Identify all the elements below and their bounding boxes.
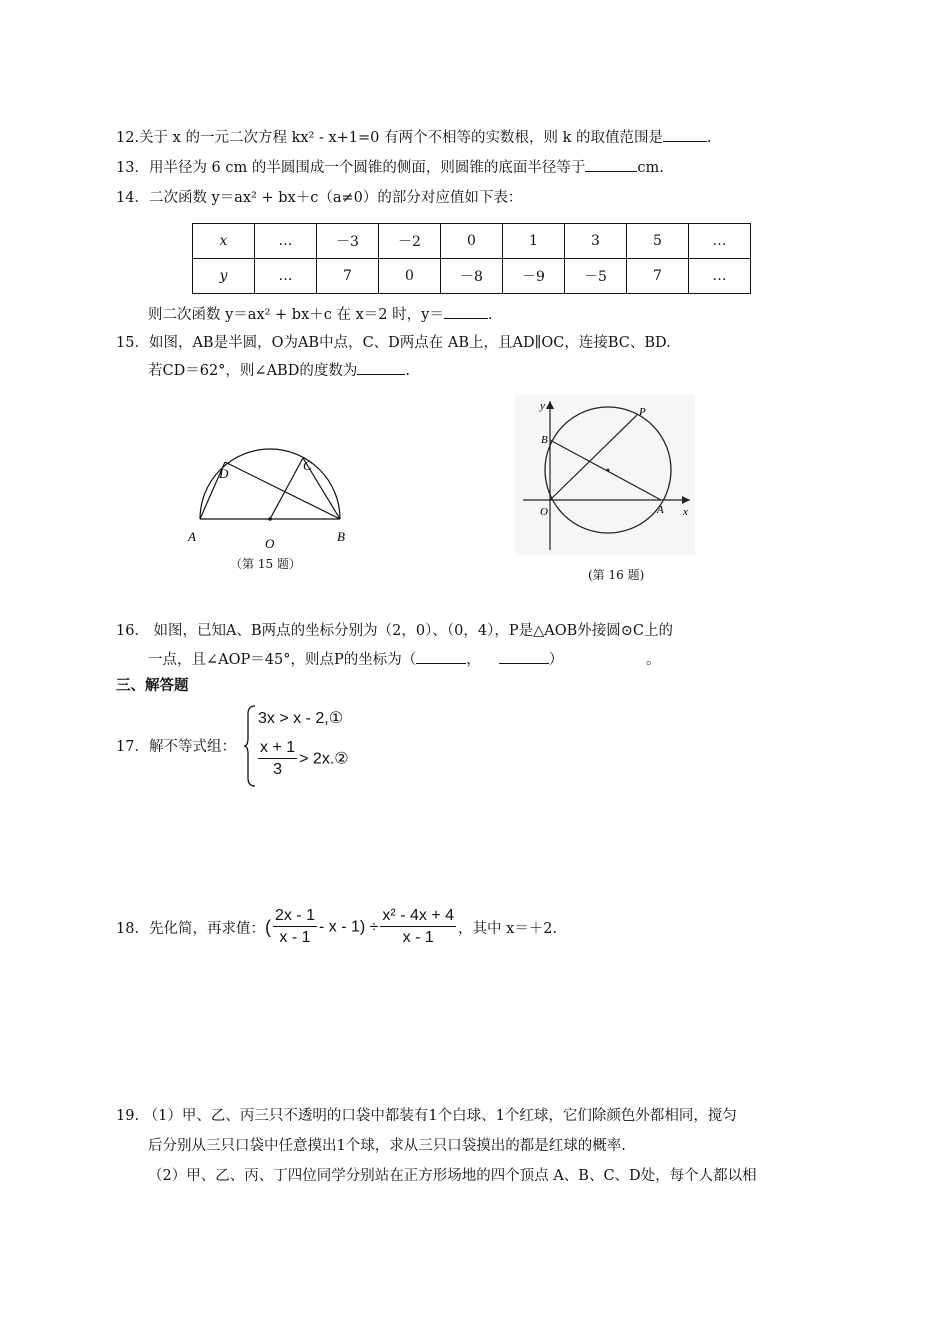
q18-fraction-2: [380, 906, 456, 949]
q15-line2: 若CD＝62°，则∠ABD的度数为: [148, 363, 358, 379]
table-cell: 0: [441, 224, 503, 259]
table-cell: －8: [441, 259, 503, 294]
label-a: A: [188, 529, 196, 544]
question-19-line2: 后分别从三只口袋中任意摸出1个球，求从三只口袋摸出的都是红球的概率.: [148, 1138, 626, 1154]
q18-fraction-1-num: 2x - 1: [273, 906, 317, 927]
label-a: A: [657, 504, 664, 516]
table-header-y: y: [193, 259, 255, 294]
q17-inequality-2-rest: > 2x.②: [299, 750, 349, 768]
figure-15-caption: （第 15 题）: [230, 557, 301, 571]
q15-answer-blank[interactable]: [357, 360, 405, 375]
table-cell: －9: [503, 259, 565, 294]
label-x: x: [683, 506, 688, 518]
q14-text: 14．二次函数 y＝ax² + bx＋c（a≠0）的部分对应值如下表：: [116, 190, 523, 206]
table-cell: 5: [627, 224, 689, 259]
q18-open-paren: (: [264, 917, 271, 937]
table-cell: …: [255, 259, 317, 294]
center-point-c: [607, 469, 610, 472]
label-d: D: [219, 466, 229, 481]
table-header-x: x: [193, 224, 255, 259]
q16-line2-c: ）: [548, 652, 556, 668]
question-15-line1: [116, 333, 671, 353]
figure-15-semicircle: [180, 440, 365, 570]
table-cell: 7: [317, 259, 379, 294]
question-19-line3: （2）甲、乙、丙、丁四位同学分别站在正方形场地的四个顶点 A、B、C、D处，每个人都以相: [148, 1168, 757, 1184]
question-14: [116, 188, 522, 208]
question-16-line2: [148, 649, 660, 670]
question-15-line2: [148, 360, 410, 381]
figure-16-caption: (第 16 题): [588, 568, 645, 582]
q18-fraction-1: [273, 906, 317, 949]
system-brace: [243, 704, 257, 788]
label-y: y: [540, 400, 545, 412]
q17-fraction-num: x + 1: [258, 738, 297, 759]
label-o: O: [265, 536, 275, 551]
table-cell: …: [689, 224, 751, 259]
question-17-label: 17．解不等式组：: [116, 739, 236, 755]
table-cell: －3: [317, 224, 379, 259]
q16-line2-a: 一点，且∠AOP＝45°，则点P的坐标为（: [148, 652, 417, 668]
q13-text: 13．用半径为 6 cm 的半圆围成一个圆锥的侧面，则圆锥的底面半径等于: [116, 160, 586, 176]
q18-fraction-1-den: x - 1: [279, 929, 311, 946]
label-b: B: [337, 529, 345, 544]
q13-tail: cm.: [637, 160, 664, 176]
q18-label: 18．先化简，再求值：: [116, 921, 265, 937]
q14-answer-blank[interactable]: [444, 304, 488, 319]
table-cell: －5: [565, 259, 627, 294]
q13-answer-blank[interactable]: [585, 157, 637, 172]
question-16-line1: [116, 621, 673, 641]
q17-fraction: [258, 738, 297, 781]
table-cell: 7: [627, 259, 689, 294]
q15-line1: 15．如图，AB是半圆，O为AB中点，C、D两点在 AB上，且AD∥OC，连接BC、BD.: [116, 335, 671, 351]
table-cell: 1: [503, 224, 565, 259]
q16-answer-blank-y[interactable]: [499, 649, 549, 664]
label-p: P: [639, 406, 646, 418]
q18-fraction-2-den: x - 1: [402, 929, 434, 946]
question-13: [116, 157, 664, 178]
q14-after: 则二次函数 y＝ax² + bx＋c 在 x＝2 时，y＝: [148, 307, 444, 323]
q12-text: 12.关于 x 的一元二次方程 kx² - x+1=0 有两个不相等的实数根，则 k 的取值范围是: [116, 130, 663, 146]
table-cell: －2: [379, 224, 441, 259]
question-12: [116, 127, 712, 148]
q16-line1: 16． 如图，已知A、B两点的坐标分别为（2，0）、（0，4），P是△AOB外接圆⊙C上的: [116, 623, 674, 639]
label-o: O: [540, 506, 548, 518]
table-row-y: [193, 259, 751, 294]
q12-tail: .: [707, 130, 712, 146]
q14-tail: .: [487, 307, 493, 323]
question-14-followup: [148, 304, 492, 325]
q18-fraction-2-num: x² - 4x + 4: [380, 906, 456, 927]
table-cell: 0: [379, 259, 441, 294]
q16-answer-blank-x[interactable]: [416, 649, 466, 664]
q17-inequality-1: 3x > x - 2,①: [258, 710, 344, 727]
center-point-o: [268, 517, 272, 521]
figure-16-circle-axes: [515, 395, 695, 555]
label-b: B: [541, 434, 548, 446]
segment-oc: [270, 458, 303, 519]
q18-middle: - x - 1) ÷: [318, 918, 379, 936]
table-row-x: [193, 224, 751, 259]
table-cell: …: [255, 224, 317, 259]
question-19-line1: 19. （1）甲、乙、丙三只不透明的口袋中都装有1个白球、1个红球，它们除颜色外都相同，搅匀: [116, 1108, 737, 1124]
q16-line2-b: ，: [466, 652, 481, 668]
q17-inequality-2: [256, 738, 349, 781]
question-18: [116, 906, 557, 949]
value-table: [192, 223, 751, 294]
q16-line2-d: 。: [645, 652, 661, 668]
q17-fraction-den: 3: [273, 761, 283, 778]
table-cell: …: [689, 259, 751, 294]
section-3-title: 三、解答题: [116, 677, 189, 694]
table-cell: 3: [565, 224, 627, 259]
label-c: C: [303, 458, 312, 473]
q15-tail: .: [405, 363, 410, 379]
q12-answer-blank[interactable]: [663, 127, 707, 142]
q18-tail: ，其中 x＝＋2.: [458, 921, 558, 937]
